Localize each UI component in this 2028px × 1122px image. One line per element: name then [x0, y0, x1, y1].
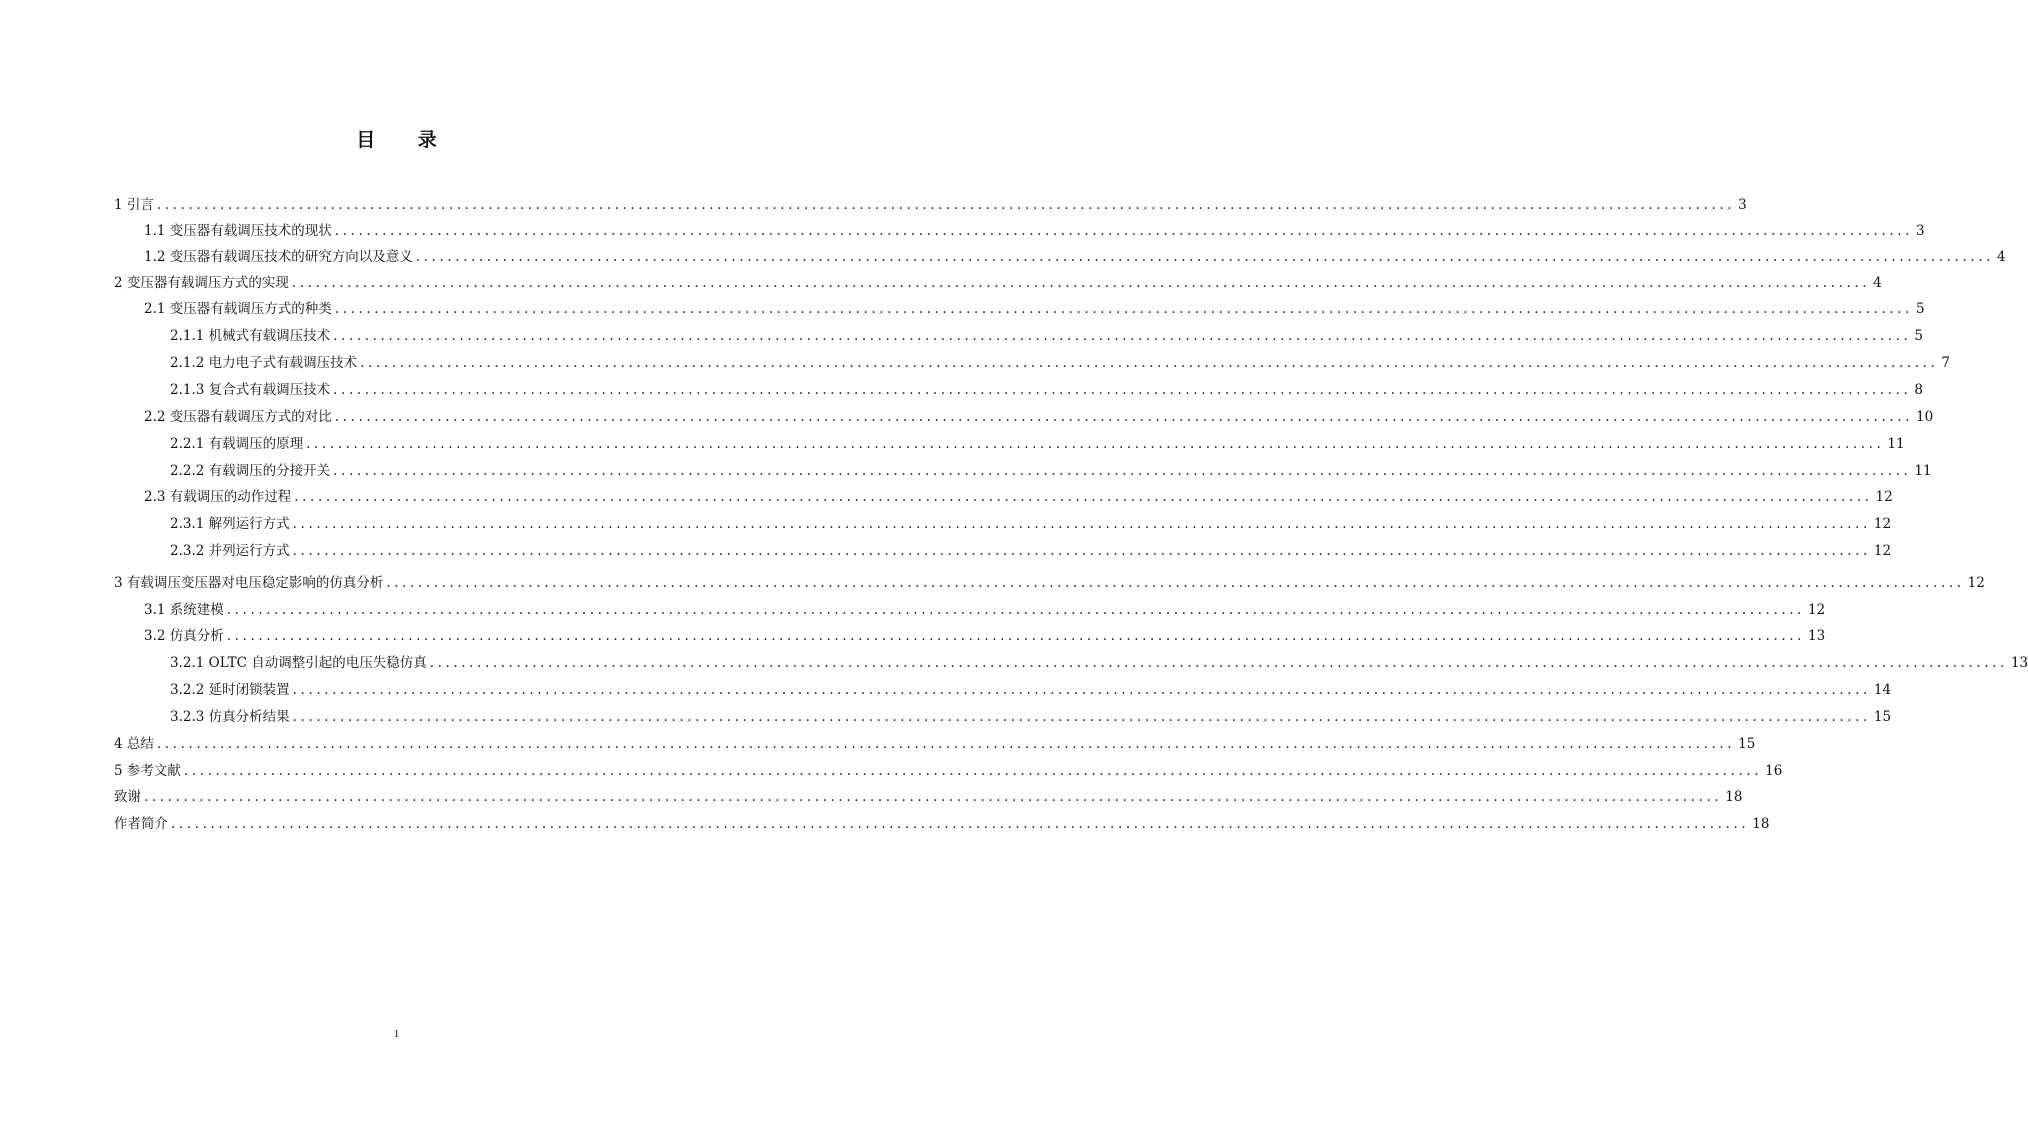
toc-dot-leader: ........................................................................................................................................................................................................: [294, 489, 1873, 505]
toc-entry-label: 2.1.1 机械式有载调压技术: [170, 328, 331, 344]
toc-entry-label: 3.2.1 OLTC 自动调整引起的电压失稳仿真: [170, 655, 427, 671]
toc-title: 目 录: [356, 129, 455, 151]
toc-entry: [114, 780, 1743, 806]
toc-entry: [170, 373, 1924, 399]
toc-entry-page: 3: [1738, 197, 1747, 213]
toc-dot-leader: ........................................................................................................................................................................................................: [226, 602, 1806, 618]
toc-entry: [114, 188, 1747, 214]
toc-entry-label: 2 变压器有载调压方式的实现: [114, 275, 289, 291]
toc-entry-page: 12: [1967, 575, 1985, 591]
toc-entry: [170, 507, 1892, 533]
toc-entry-label: 作者简介: [114, 816, 168, 832]
toc-dot-leader: ........................................................................................................................................................................................................: [292, 682, 1871, 698]
toc-entry-label: 4 总结: [114, 736, 154, 752]
toc-dot-leader: ........................................................................................................................................................................................................: [291, 275, 1871, 291]
toc-entry-label: 3.2.3 仿真分析结果: [170, 709, 290, 725]
toc-entry-label: 2.3.1 解列运行方式: [170, 516, 290, 532]
toc-entry-label: 2.3.2 并列运行方式: [170, 543, 290, 559]
toc-entry: [114, 754, 1783, 780]
toc-entry: [144, 292, 1925, 318]
toc-entry-label: 3.2.2 延时闭锁装置: [170, 682, 290, 698]
toc-dot-leader: ........................................................................................................................................................................................................: [333, 463, 1912, 479]
toc-entry-page: 18: [1725, 789, 1743, 805]
toc-entry: [114, 566, 1985, 592]
toc-entry-page: 15: [1873, 709, 1892, 725]
toc-entry-label: 致谢: [114, 789, 141, 805]
toc-entry: [170, 427, 1905, 453]
toc-entry-page: 12: [1875, 489, 1893, 505]
toc-entry: [114, 266, 1882, 292]
toc-entry-page: 11: [1914, 463, 1932, 479]
toc-entry-page: 13: [2010, 655, 2028, 671]
toc-entry-page: 11: [1887, 436, 1905, 452]
toc-dot-leader: ........................................................................................................................................................................................................: [333, 382, 1912, 398]
toc-entry: [144, 619, 1826, 645]
toc-dot-leader: ........................................................................................................................................................................................................: [183, 763, 1763, 779]
toc-entry-page: 12: [1873, 516, 1892, 532]
toc-entry-page: 18: [1752, 816, 1770, 832]
toc-entry: [170, 700, 1892, 726]
page-number: 1: [393, 1028, 400, 1040]
toc-entry-label: 5 参考文献: [114, 763, 181, 779]
toc-dot-leader: ........................................................................................................................................................................................................: [334, 301, 1914, 317]
toc-entry-label: 2.2.2 有载调压的分接开关: [170, 463, 331, 479]
toc-entry: [170, 346, 1951, 372]
toc-entry: [144, 593, 1826, 619]
toc-dot-leader: ........................................................................................................................................................................................................: [226, 628, 1806, 644]
toc-dot-leader: ........................................................................................................................................................................................................: [144, 789, 1723, 805]
toc-entry-label: 3.2 仿真分析: [144, 628, 224, 644]
toc-entry-label: 3.1 系统建模: [144, 602, 224, 618]
toc-entry-label: 2.1.2 电力电子式有载调压技术: [170, 355, 358, 371]
toc-entry-page: 4: [1873, 275, 1882, 291]
toc-entry-page: 12: [1808, 602, 1826, 618]
toc-dot-leader: ........................................................................................................................................................................................................: [292, 709, 1871, 725]
toc-entry: [170, 454, 1932, 480]
toc-dot-leader: ........................................................................................................................................................................................................: [333, 328, 1912, 344]
toc-entry-label: 2.2.1 有载调压的原理: [170, 436, 304, 452]
toc-entry-page: 5: [1914, 328, 1924, 344]
toc-entry: [170, 534, 1892, 560]
toc-entry: [114, 727, 1756, 753]
toc-entry-page: 12: [1873, 543, 1892, 559]
toc-entry-label: 3 有载调压变压器对电压稳定影响的仿真分析: [114, 575, 384, 591]
toc-entry: [114, 807, 1770, 833]
toc-entry-page: 13: [1808, 628, 1826, 644]
toc-dot-leader: ........................................................................................................................................................................................................: [360, 355, 1939, 371]
toc-entry-page: 8: [1914, 382, 1924, 398]
toc-entry: [144, 240, 2006, 266]
toc-dot-leader: ........................................................................................................................................................................................................: [292, 516, 1871, 532]
toc-entry-label: 2.3 有载调压的动作过程: [144, 489, 292, 505]
toc-entry-label: 1 引言: [114, 197, 154, 213]
toc-entry: [144, 214, 1925, 240]
toc-dot-leader: ........................................................................................................................................................................................................: [156, 736, 1736, 752]
toc-entry-label: 1.1 变压器有载调压技术的现状: [144, 223, 332, 239]
toc-entry: [144, 480, 1893, 506]
toc-dot-leader: ........................................................................................................................................................................................................: [156, 197, 1736, 213]
toc-dot-leader: ........................................................................................................................................................................................................: [386, 575, 1965, 591]
toc-entry-page: 4: [1997, 249, 2006, 265]
toc-entry-page: 5: [1916, 301, 1925, 317]
toc-dot-leader: ........................................................................................................................................................................................................: [429, 655, 2008, 671]
toc-entry-page: 10: [1916, 409, 1934, 425]
toc-entry-page: 15: [1738, 736, 1756, 752]
toc-entry-label: 2.1 变压器有载调压方式的种类: [144, 301, 332, 317]
toc-entry: [144, 400, 1934, 426]
toc-dot-leader: ........................................................................................................................................................................................................: [334, 409, 1914, 425]
toc-entry: [170, 319, 1924, 345]
toc-entry-label: 1.2 变压器有载调压技术的研究方向以及意义: [144, 249, 413, 265]
toc-entry-label: 2.1.3 复合式有载调压技术: [170, 382, 331, 398]
toc-entry: [170, 673, 1892, 699]
toc-dot-leader: ........................................................................................................................................................................................................: [415, 249, 1995, 265]
toc-dot-leader: ........................................................................................................................................................................................................: [334, 223, 1914, 239]
toc-entry-label: 2.2 变压器有载调压方式的对比: [144, 409, 332, 425]
toc-entry: [170, 646, 2028, 672]
toc-entry-page: 16: [1765, 763, 1783, 779]
toc-dot-leader: ........................................................................................................................................................................................................: [306, 436, 1885, 452]
toc-entry-page: 7: [1941, 355, 1951, 371]
toc-entry-page: 3: [1916, 223, 1925, 239]
toc-dot-leader: ........................................................................................................................................................................................................: [292, 543, 1871, 559]
toc-dot-leader: ........................................................................................................................................................................................................: [171, 816, 1750, 832]
toc-entry-page: 14: [1873, 682, 1892, 698]
